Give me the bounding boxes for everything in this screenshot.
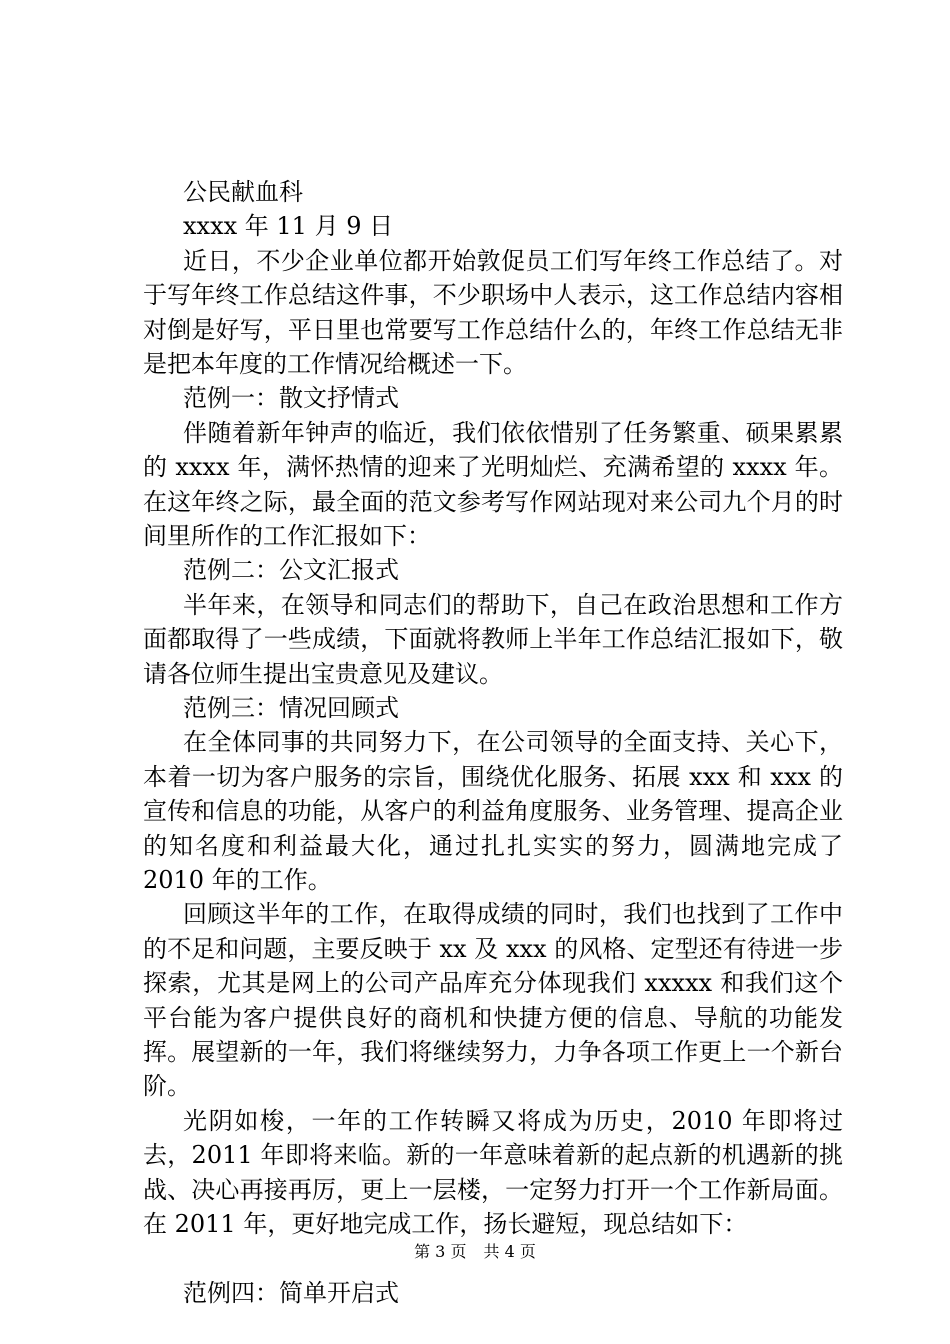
signature-date: xxxx 年 11 月 9 日 bbox=[183, 212, 394, 241]
page-footer bbox=[0, 1242, 950, 1262]
example3-paragraph-3: 光阴如梭，一年的工作转瞬又将成为历史，2010 年即将过去，2011 年即将来临。新的一年意味着新的起点新的机遇新的挑战、决心再接再厉，更上一层楼，一定努力打开一个工作新局面。在 2011 年，更好地完成工作，扬长避短，现总结如下： bbox=[143, 1106, 843, 1239]
page-number: 第 3 页 bbox=[414, 1242, 467, 1261]
document-body bbox=[143, 175, 843, 1310]
page-total: 共 4 页 bbox=[483, 1242, 536, 1261]
intro-paragraph: 近日，不少企业单位都开始敦促员工们写年终工作总结了。对于写年终工作总结这件事，不少职场中人表示，这工作总结内容相对倒是好写，平日里也常要写工作总结什么的，年终工作总结无非是把本年度的工作情况给概述一下。 bbox=[143, 246, 843, 378]
signature-org: 公民献血科 bbox=[183, 178, 303, 206]
example3-paragraph-2: 回顾这半年的工作，在取得成绩的同时，我们也找到了工作中的不足和问题，主要反映于 xx 及 xxx 的风格、定型还有待进一步探索，尤其是网上的公司产品库充分体现我们 xxxxx 和我们这个平台能为客户提供良好的商机和快捷方便的信息、导航的功能发挥。展望新的一年，我们将继续努力，力争各项工作更上一个新台阶。 bbox=[143, 900, 843, 1101]
example2-paragraph: 半年来，在领导和同志们的帮助下，自己在政治思想和工作方面都取得了一些成绩，下面就将教师上半年工作总结汇报如下，敬请各位师生提出宝贵意见及建议。 bbox=[143, 590, 843, 688]
example2-heading: 范例二：公文汇报式 bbox=[183, 556, 399, 585]
example3-heading: 范例三：情况回顾式 bbox=[183, 694, 399, 723]
example1-paragraph: 伴随着新年钟声的临近，我们依依惜别了任务繁重、硕果累累的 xxxx 年，满怀热情的迎来了光明灿烂、充满希望的 xxxx 年。在这年终之际，最全面的范文参考写作网站现对来公司九个月的时间里所作的工作汇报如下： bbox=[143, 418, 843, 551]
example3-paragraph-1: 在全体同事的共同努力下，在公司领导的全面支持、关心下，本着一切为客户服务的宗旨，围绕优化服务、拓展 xxx 和 xxx 的宣传和信息的功能，从客户的利益角度服务、业务管理、提高企业的知名度和利益最大化，通过扎扎实实的努力，圆满地完成了 2010 年的工作。 bbox=[143, 728, 843, 895]
example4-heading: 范例四：简单开启式 bbox=[183, 1278, 399, 1307]
example1-heading: 范例一：散文抒情式 bbox=[183, 384, 399, 413]
